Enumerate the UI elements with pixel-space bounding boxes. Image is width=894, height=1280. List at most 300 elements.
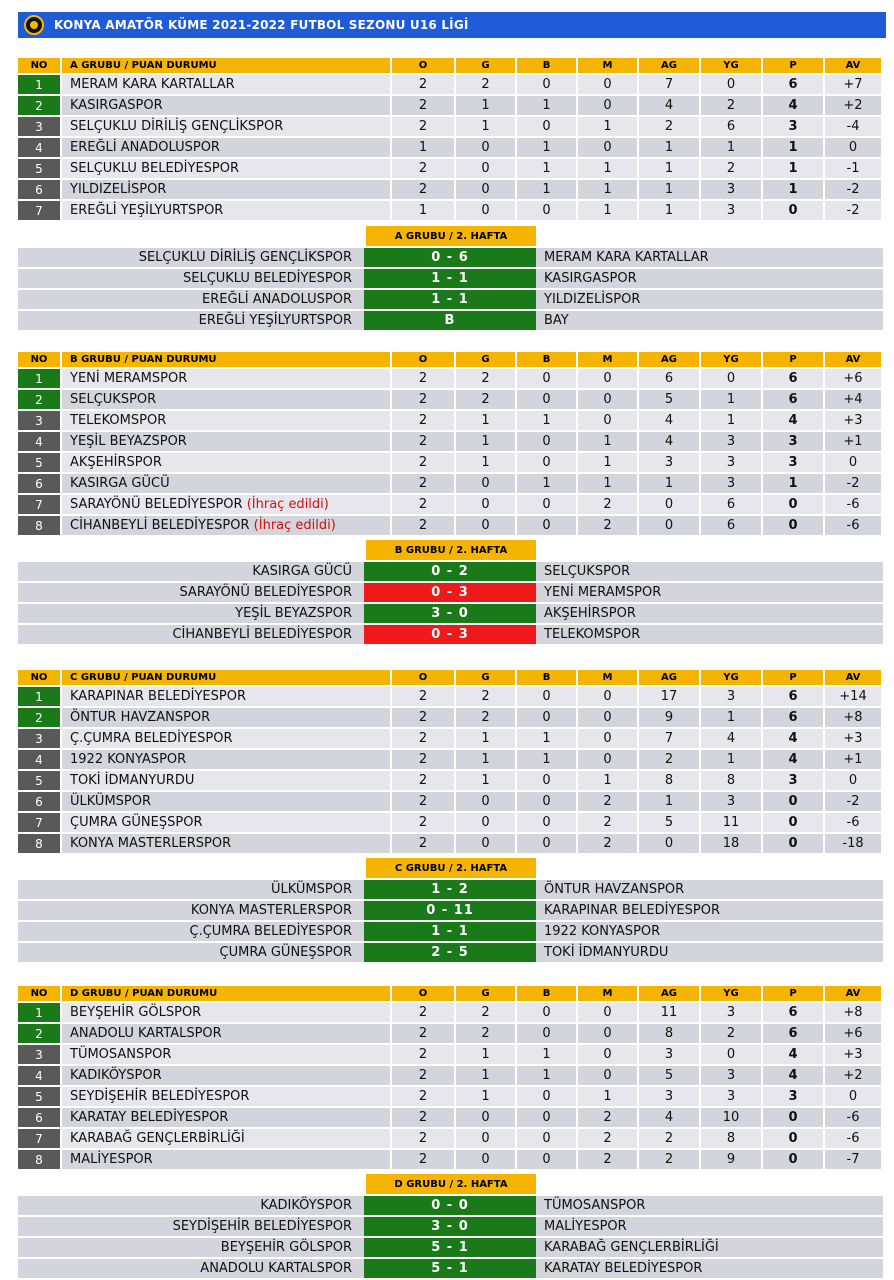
o-cell: 2 — [392, 792, 456, 811]
p-cell: 0 — [763, 834, 825, 853]
match-score: 1 - 1 — [364, 290, 536, 309]
b-cell: 0 — [517, 771, 578, 790]
table-row — [18, 729, 883, 748]
p-cell: 3 — [763, 453, 825, 472]
position-cell: 7 — [18, 1129, 62, 1148]
p-cell: 6 — [763, 369, 825, 388]
away-team: AKŞEHİRSPOR — [536, 604, 883, 623]
ag-cell: 3 — [639, 1087, 701, 1106]
av-cell: +2 — [825, 96, 883, 115]
column-header-p: P — [763, 58, 825, 73]
standings-header-row — [18, 986, 883, 1001]
away-team: TELEKOMSPOR — [536, 625, 883, 644]
yg-cell: 2 — [701, 159, 763, 178]
team-name: TELEKOMSPOR — [70, 413, 167, 428]
g-cell: 0 — [456, 1108, 517, 1127]
o-cell: 2 — [392, 813, 456, 832]
team-cell — [62, 1129, 392, 1148]
column-header-ag: AG — [639, 670, 701, 685]
home-team: CİHANBEYLİ BELEDİYESPOR — [18, 625, 364, 644]
table-row — [18, 834, 883, 853]
b-cell: 0 — [517, 834, 578, 853]
column-header-o: O — [392, 352, 456, 367]
team-cell — [62, 516, 392, 535]
team-name: ANADOLU KARTALSPOR — [70, 1026, 222, 1041]
team-name: ÜLKÜMSPOR — [70, 794, 152, 809]
b-cell: 0 — [517, 495, 578, 514]
ag-cell: 3 — [639, 1045, 701, 1064]
g-cell: 1 — [456, 1045, 517, 1064]
o-cell: 2 — [392, 117, 456, 136]
p-cell: 4 — [763, 750, 825, 769]
av-cell: 0 — [825, 1087, 883, 1106]
round-title-group-b: B GRUBU / 2. HAFTA — [366, 540, 536, 560]
g-cell: 0 — [456, 1150, 517, 1169]
position-cell: 2 — [18, 96, 62, 115]
b-cell: 0 — [517, 516, 578, 535]
column-header-g: G — [456, 58, 517, 73]
o-cell: 2 — [392, 771, 456, 790]
ag-cell: 1 — [639, 180, 701, 199]
table-row — [18, 159, 883, 178]
m-cell: 0 — [578, 75, 639, 94]
table-row — [18, 453, 883, 472]
o-cell: 2 — [392, 687, 456, 706]
b-cell: 1 — [517, 1066, 578, 1085]
team-name: TOKİ İDMANYURDU — [70, 773, 195, 788]
yg-cell: 3 — [701, 453, 763, 472]
av-cell: +7 — [825, 75, 883, 94]
yg-cell: 3 — [701, 180, 763, 199]
p-cell: 0 — [763, 516, 825, 535]
m-cell: 0 — [578, 750, 639, 769]
g-cell: 0 — [456, 495, 517, 514]
team-cell — [62, 1066, 392, 1085]
table-row — [18, 369, 883, 388]
o-cell: 2 — [392, 411, 456, 430]
match-score: 0 - 0 — [364, 1196, 536, 1215]
match-row — [18, 311, 883, 330]
league-logo-icon — [24, 15, 44, 35]
table-row — [18, 474, 883, 493]
team-name: ÖNTUR HAVZANSPOR — [70, 710, 211, 725]
av-cell: +6 — [825, 1024, 883, 1043]
av-cell: -6 — [825, 495, 883, 514]
column-header-no: NO — [18, 352, 62, 367]
av-cell: 0 — [825, 771, 883, 790]
table-row — [18, 750, 883, 769]
g-cell: 2 — [456, 1003, 517, 1022]
o-cell: 2 — [392, 390, 456, 409]
column-header-o: O — [392, 670, 456, 685]
home-team: ÜLKÜMSPOR — [18, 880, 364, 899]
b-cell: 0 — [517, 1003, 578, 1022]
match-score: 0 - 3 — [364, 583, 536, 602]
p-cell: 1 — [763, 138, 825, 157]
match-row — [18, 1217, 883, 1236]
table-row — [18, 1024, 883, 1043]
home-team: Ç.ÇUMRA BELEDİYESPOR — [18, 922, 364, 941]
position-cell: 8 — [18, 516, 62, 535]
b-cell: 1 — [517, 750, 578, 769]
team-cell — [62, 1003, 392, 1022]
fixtures-table-group-a — [18, 246, 883, 332]
p-cell: 1 — [763, 474, 825, 493]
match-score: 2 - 5 — [364, 943, 536, 962]
column-header-no: NO — [18, 986, 62, 1001]
team-cell — [62, 1150, 392, 1169]
position-cell: 8 — [18, 834, 62, 853]
match-score: 1 - 1 — [364, 269, 536, 288]
position-cell: 2 — [18, 390, 62, 409]
p-cell: 3 — [763, 432, 825, 451]
b-cell: 1 — [517, 729, 578, 748]
team-name: SELÇUKLU DİRİLİŞ GENÇLİKSPOR — [70, 119, 284, 134]
m-cell: 0 — [578, 96, 639, 115]
ag-cell: 4 — [639, 411, 701, 430]
av-cell: +1 — [825, 432, 883, 451]
standings-title: A GRUBU / PUAN DURUMU — [62, 58, 392, 73]
g-cell: 0 — [456, 1129, 517, 1148]
position-cell: 4 — [18, 138, 62, 157]
yg-cell: 3 — [701, 1066, 763, 1085]
o-cell: 2 — [392, 1129, 456, 1148]
table-row — [18, 1003, 883, 1022]
av-cell: -6 — [825, 1108, 883, 1127]
o-cell: 2 — [392, 834, 456, 853]
table-row — [18, 180, 883, 199]
ag-cell: 8 — [639, 771, 701, 790]
g-cell: 0 — [456, 792, 517, 811]
team-name: MERAM KARA KARTALLAR — [70, 77, 235, 92]
av-cell: -6 — [825, 1129, 883, 1148]
table-row — [18, 1108, 883, 1127]
o-cell: 2 — [392, 1087, 456, 1106]
match-score: B — [364, 311, 536, 330]
home-team: KADIKÖYSPOR — [18, 1196, 364, 1215]
av-cell: -2 — [825, 792, 883, 811]
ag-cell: 17 — [639, 687, 701, 706]
position-cell: 3 — [18, 411, 62, 430]
p-cell: 0 — [763, 792, 825, 811]
g-cell: 2 — [456, 708, 517, 727]
position-cell: 1 — [18, 687, 62, 706]
table-row — [18, 96, 883, 115]
match-row — [18, 922, 883, 941]
o-cell: 2 — [392, 1003, 456, 1022]
av-cell: -18 — [825, 834, 883, 853]
team-name: Ç.ÇUMRA BELEDİYESPOR — [70, 731, 233, 746]
yg-cell: 1 — [701, 390, 763, 409]
yg-cell: 9 — [701, 1150, 763, 1169]
p-cell: 4 — [763, 1066, 825, 1085]
team-cell — [62, 201, 392, 220]
team-cell — [62, 390, 392, 409]
column-header-p: P — [763, 986, 825, 1001]
standings-table-group-d — [18, 984, 883, 1171]
team-cell — [62, 159, 392, 178]
column-header-g: G — [456, 352, 517, 367]
home-team: ANADOLU KARTALSPOR — [18, 1259, 364, 1278]
away-team: KARATAY BELEDİYESPOR — [536, 1259, 883, 1278]
team-cell — [62, 138, 392, 157]
team-name: SARAYÖNÜ BELEDİYESPOR — [70, 497, 243, 512]
standings-title: D GRUBU / PUAN DURUMU — [62, 986, 392, 1001]
ag-cell: 2 — [639, 1150, 701, 1169]
b-cell: 0 — [517, 390, 578, 409]
position-cell: 5 — [18, 159, 62, 178]
m-cell: 0 — [578, 138, 639, 157]
team-name: SELÇUKLU BELEDİYESPOR — [70, 161, 240, 176]
position-cell: 6 — [18, 474, 62, 493]
yg-cell: 3 — [701, 1087, 763, 1106]
team-cell — [62, 1024, 392, 1043]
ag-cell: 7 — [639, 729, 701, 748]
av-cell: -2 — [825, 180, 883, 199]
title-bar — [18, 12, 886, 38]
o-cell: 2 — [392, 516, 456, 535]
away-team: KARABAĞ GENÇLERBİRLİĞİ — [536, 1238, 883, 1257]
team-name: AKŞEHİRSPOR — [70, 455, 162, 470]
b-cell: 1 — [517, 159, 578, 178]
match-row — [18, 625, 883, 644]
match-score: 1 - 1 — [364, 922, 536, 941]
team-name: KASIRGASPOR — [70, 98, 163, 113]
away-team: TOKİ İDMANYURDU — [536, 943, 883, 962]
b-cell: 0 — [517, 1087, 578, 1106]
av-cell: -6 — [825, 813, 883, 832]
av-cell: +6 — [825, 369, 883, 388]
team-cell — [62, 1045, 392, 1064]
p-cell: 0 — [763, 1108, 825, 1127]
yg-cell: 8 — [701, 771, 763, 790]
position-cell: 3 — [18, 729, 62, 748]
table-row — [18, 771, 883, 790]
yg-cell: 0 — [701, 75, 763, 94]
o-cell: 2 — [392, 369, 456, 388]
ag-cell: 5 — [639, 1066, 701, 1085]
b-cell: 0 — [517, 369, 578, 388]
b-cell: 0 — [517, 1129, 578, 1148]
p-cell: 4 — [763, 729, 825, 748]
match-row — [18, 1259, 883, 1278]
team-name: KARABAĞ GENÇLERBİRLİĞİ — [70, 1131, 245, 1146]
ag-cell: 1 — [639, 792, 701, 811]
o-cell: 2 — [392, 453, 456, 472]
ag-cell: 7 — [639, 75, 701, 94]
table-row — [18, 75, 883, 94]
b-cell: 1 — [517, 138, 578, 157]
match-score: 5 - 1 — [364, 1238, 536, 1257]
yg-cell: 3 — [701, 432, 763, 451]
ag-cell: 4 — [639, 96, 701, 115]
g-cell: 0 — [456, 516, 517, 535]
match-score: 5 - 1 — [364, 1259, 536, 1278]
away-team: MERAM KARA KARTALLAR — [536, 248, 883, 267]
av-cell: -2 — [825, 474, 883, 493]
table-row — [18, 390, 883, 409]
column-header-m: M — [578, 58, 639, 73]
g-cell: 0 — [456, 834, 517, 853]
table-row — [18, 1045, 883, 1064]
column-header-o: O — [392, 58, 456, 73]
b-cell: 1 — [517, 180, 578, 199]
team-cell — [62, 687, 392, 706]
av-cell: +3 — [825, 729, 883, 748]
match-score: 3 - 0 — [364, 1217, 536, 1236]
position-cell: 5 — [18, 771, 62, 790]
g-cell: 2 — [456, 390, 517, 409]
p-cell: 0 — [763, 813, 825, 832]
team-cell — [62, 96, 392, 115]
match-score: 0 - 6 — [364, 248, 536, 267]
b-cell: 0 — [517, 75, 578, 94]
b-cell: 0 — [517, 432, 578, 451]
team-cell — [62, 813, 392, 832]
away-team: ÖNTUR HAVZANSPOR — [536, 880, 883, 899]
column-header-ag: AG — [639, 352, 701, 367]
team-cell — [62, 369, 392, 388]
b-cell: 0 — [517, 687, 578, 706]
yg-cell: 2 — [701, 1024, 763, 1043]
fixtures-table-group-c — [18, 878, 883, 964]
column-header-p: P — [763, 352, 825, 367]
table-row — [18, 1150, 883, 1169]
g-cell: 0 — [456, 180, 517, 199]
av-cell: +1 — [825, 750, 883, 769]
table-row — [18, 792, 883, 811]
m-cell: 2 — [578, 834, 639, 853]
yg-cell: 1 — [701, 138, 763, 157]
g-cell: 0 — [456, 474, 517, 493]
column-header-av: AV — [825, 670, 883, 685]
o-cell: 2 — [392, 96, 456, 115]
ag-cell: 3 — [639, 453, 701, 472]
ag-cell: 5 — [639, 813, 701, 832]
o-cell: 2 — [392, 750, 456, 769]
m-cell: 1 — [578, 180, 639, 199]
m-cell: 2 — [578, 792, 639, 811]
m-cell: 2 — [578, 495, 639, 514]
o-cell: 2 — [392, 180, 456, 199]
yg-cell: 1 — [701, 708, 763, 727]
yg-cell: 3 — [701, 201, 763, 220]
column-header-av: AV — [825, 58, 883, 73]
o-cell: 2 — [392, 495, 456, 514]
g-cell: 1 — [456, 453, 517, 472]
m-cell: 1 — [578, 453, 639, 472]
column-header-yg: YG — [701, 670, 763, 685]
match-row — [18, 269, 883, 288]
b-cell: 0 — [517, 708, 578, 727]
column-header-o: O — [392, 986, 456, 1001]
home-team: EREĞLİ YEŞİLYURTSPOR — [18, 311, 364, 330]
position-cell: 6 — [18, 1108, 62, 1127]
yg-cell: 2 — [701, 96, 763, 115]
home-team: BEYŞEHİR GÖLSPOR — [18, 1238, 364, 1257]
team-cell — [62, 729, 392, 748]
column-header-m: M — [578, 352, 639, 367]
g-cell: 2 — [456, 369, 517, 388]
position-cell: 1 — [18, 369, 62, 388]
position-cell: 7 — [18, 201, 62, 220]
away-team: SELÇUKSPOR — [536, 562, 883, 581]
o-cell: 2 — [392, 1108, 456, 1127]
av-cell: +14 — [825, 687, 883, 706]
g-cell: 1 — [456, 432, 517, 451]
b-cell: 0 — [517, 1150, 578, 1169]
position-cell: 7 — [18, 813, 62, 832]
av-cell: 0 — [825, 453, 883, 472]
table-row — [18, 687, 883, 706]
position-cell: 5 — [18, 453, 62, 472]
away-team: BAY — [536, 311, 883, 330]
away-team: YENİ MERAMSPOR — [536, 583, 883, 602]
position-cell: 1 — [18, 75, 62, 94]
b-cell: 0 — [517, 201, 578, 220]
ag-cell: 5 — [639, 390, 701, 409]
ag-cell: 0 — [639, 834, 701, 853]
m-cell: 2 — [578, 1150, 639, 1169]
o-cell: 2 — [392, 1045, 456, 1064]
team-name: SELÇUKSPOR — [70, 392, 157, 407]
ag-cell: 6 — [639, 369, 701, 388]
m-cell: 0 — [578, 1066, 639, 1085]
p-cell: 6 — [763, 687, 825, 706]
g-cell: 1 — [456, 771, 517, 790]
b-cell: 1 — [517, 96, 578, 115]
yg-cell: 0 — [701, 1045, 763, 1064]
match-row — [18, 248, 883, 267]
p-cell: 4 — [763, 411, 825, 430]
position-cell: 1 — [18, 1003, 62, 1022]
ag-cell: 2 — [639, 1129, 701, 1148]
team-name: EREĞLİ YEŞİLYURTSPOR — [70, 203, 224, 218]
m-cell: 2 — [578, 1129, 639, 1148]
column-header-yg: YG — [701, 986, 763, 1001]
home-team: ÇUMRA GÜNEŞSPOR — [18, 943, 364, 962]
team-cell — [62, 411, 392, 430]
g-cell: 2 — [456, 1024, 517, 1043]
m-cell: 0 — [578, 708, 639, 727]
round-title-group-a: A GRUBU / 2. HAFTA — [366, 226, 536, 246]
g-cell: 1 — [456, 96, 517, 115]
page-title: KONYA AMATÖR KÜME 2021-2022 FUTBOL SEZONU U16 LİGİ — [54, 18, 469, 32]
m-cell: 0 — [578, 1045, 639, 1064]
match-score: 1 - 2 — [364, 880, 536, 899]
m-cell: 0 — [578, 1024, 639, 1043]
position-cell: 7 — [18, 495, 62, 514]
home-team: SELÇUKLU BELEDİYESPOR — [18, 269, 364, 288]
team-cell — [62, 834, 392, 853]
b-cell: 0 — [517, 453, 578, 472]
position-cell: 8 — [18, 1150, 62, 1169]
m-cell: 1 — [578, 432, 639, 451]
team-name: KASIRGA GÜCÜ — [70, 476, 170, 491]
p-cell: 3 — [763, 771, 825, 790]
table-row — [18, 201, 883, 220]
p-cell: 3 — [763, 1087, 825, 1106]
p-cell: 0 — [763, 1129, 825, 1148]
team-name: EREĞLİ ANADOLUSPOR — [70, 140, 220, 155]
av-cell: 0 — [825, 138, 883, 157]
p-cell: 6 — [763, 390, 825, 409]
match-score: 3 - 0 — [364, 604, 536, 623]
column-header-yg: YG — [701, 58, 763, 73]
away-team: YILDIZELİSPOR — [536, 290, 883, 309]
g-cell: 1 — [456, 411, 517, 430]
ag-cell: 8 — [639, 1024, 701, 1043]
